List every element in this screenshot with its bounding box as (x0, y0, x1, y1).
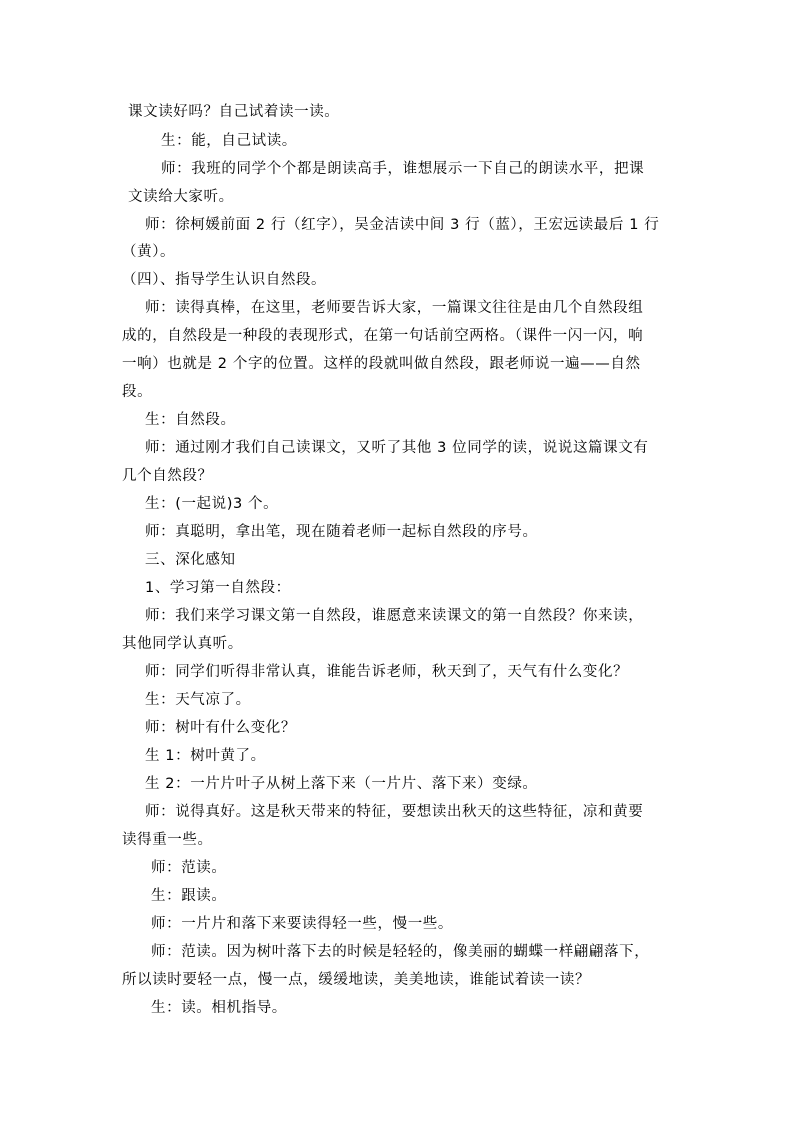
text-line: 生：天气凉了。 (145, 692, 251, 708)
text-line: 生 2：一片片叶子从树上落下来（一片片、落下来）变绿。 (145, 776, 538, 792)
text-line: 生：跟读。 (151, 888, 227, 904)
text-line: 师：我们来学习课文第一自然段，谁愿意来读课文的第一自然段？你来读， (145, 608, 644, 624)
text-line: 师：真聪明，拿出笔，现在随着老师一起标自然段的序号。 (145, 524, 538, 540)
section-heading: （四）、指导学生认识自然段。 (122, 272, 327, 288)
text-line: 师：读得真棒，在这里，老师要告诉大家，一篇课文往往是由几个自然段组 (145, 300, 644, 316)
text-line: 段。 (122, 384, 153, 400)
text-line: 师：树叶有什么变化？ (145, 720, 296, 736)
text-line: 几个自然段？ (122, 468, 213, 484)
text-line: 师：范读。 (151, 860, 227, 876)
text-line: 生：读。相机指导。 (151, 1000, 287, 1016)
text-line: 课文读好吗？自己试着读一读。 (128, 104, 340, 120)
text-line: 师：通过刚才我们自己读课文，又听了其他 3 位同学的读，说说这篇课文有 (145, 440, 649, 456)
text-line: 生：(一起说)3 个。 (145, 496, 279, 512)
text-line: 生：自然段。 (145, 412, 236, 428)
text-line: 师：同学们听得非常认真，谁能告诉老师，秋天到了，天气有什么变化？ (145, 664, 629, 680)
section-heading: 三、深化感知 (145, 552, 236, 568)
subsection-heading: 1、学习第一自然段： (145, 580, 291, 596)
text-line: 师：一片片和落下来要读得轻一些，慢一些。 (151, 916, 453, 932)
text-line: 师：说得真好。这是秋天带来的特征，要想读出秋天的这些特征，凉和黄要 (145, 804, 644, 820)
text-line: 其他同学认真听。 (122, 636, 243, 652)
text-line: 文读给大家听。 (128, 189, 234, 205)
text-line: （黄）。 (122, 244, 176, 260)
text-line: 读得重一些。 (122, 832, 213, 848)
text-line: 一响）也就是 2 个字的位置。这样的段就叫做自然段，跟老师说一遍——自然 (122, 356, 641, 372)
text-line: 所以读时要轻一点，慢一点，缓缓地读，美美地读，谁能试着读一读？ (122, 972, 591, 988)
text-line: 师：范读。因为树叶落下去的时候是轻轻的，像美丽的蝴蝶一样翩翩落下， (151, 944, 650, 960)
text-line: 师：徐柯媛前面 2 行（红字），吴金洁读中间 3 行（蓝），王宏远读最后 1 行 (145, 217, 660, 233)
text-line: 师：我班的同学个个都是朗读高手，谁想展示一下自己的朗读水平，把课 (161, 161, 645, 177)
text-line: 生：能，自己试读。 (161, 133, 297, 149)
text-line: 生 1：树叶黄了。 (145, 748, 266, 764)
text-line: 成的，自然段是一种段的表现形式，在第一句话前空两格。（课件一闪一闪，响 (122, 328, 644, 344)
